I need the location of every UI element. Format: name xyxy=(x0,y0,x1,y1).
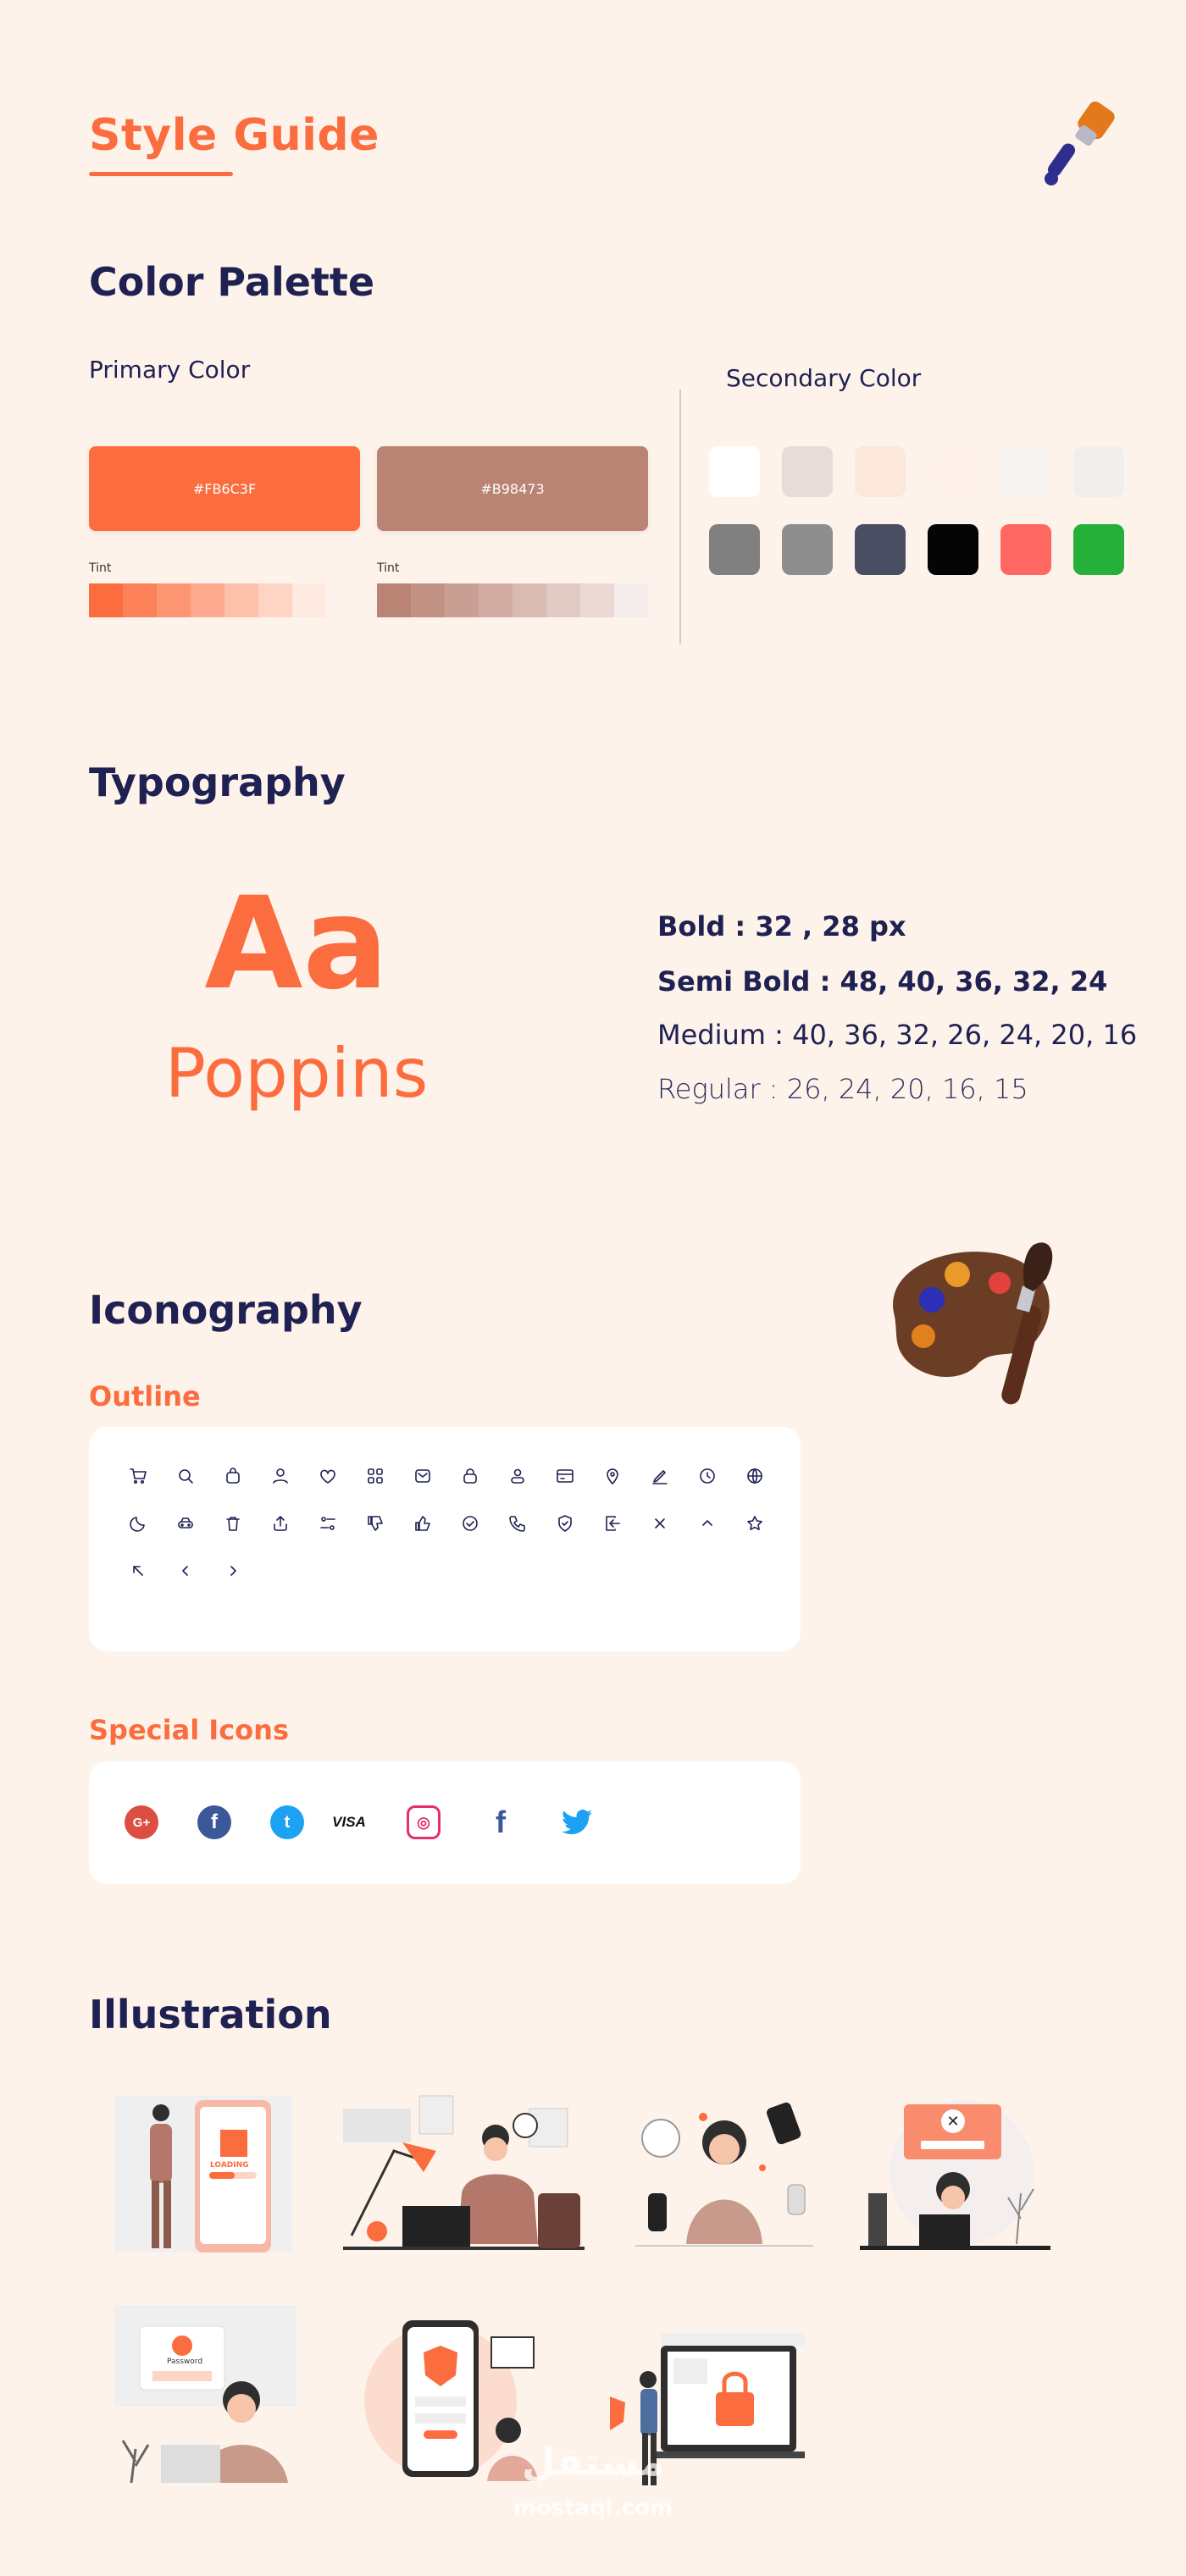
special-icons-heading: Special Icons xyxy=(89,1714,289,1746)
moon-icon[interactable] xyxy=(121,1506,155,1540)
primary-color-heading: Primary Color xyxy=(89,356,251,384)
trash-icon[interactable] xyxy=(216,1506,250,1540)
color-palette-heading: Color Palette xyxy=(89,259,375,305)
close-icon[interactable] xyxy=(643,1506,677,1540)
google-plus-icon[interactable]: G+ xyxy=(125,1805,158,1839)
cart-icon[interactable] xyxy=(121,1459,155,1493)
weight-medium: Medium : 40, 36, 32, 26, 24, 20, 16 xyxy=(657,1019,1138,1051)
watermark-arabic: مستقل xyxy=(521,2439,665,2485)
font-sample-aa: Aa xyxy=(204,871,389,1018)
paint-brush-icon xyxy=(1038,97,1131,191)
illustration-heading: Illustration xyxy=(89,1992,332,2037)
tint-step[interactable] xyxy=(580,583,614,617)
illustration-desk-worker xyxy=(343,2092,585,2257)
mail-icon[interactable] xyxy=(406,1459,440,1493)
secondary-swatch[interactable] xyxy=(709,446,760,497)
secondary-swatch[interactable] xyxy=(1000,446,1051,497)
illustration-smartwatch-woman xyxy=(635,2092,813,2257)
filter-icon[interactable] xyxy=(311,1506,345,1540)
primary-swatch-brown[interactable] xyxy=(377,446,648,531)
primary-swatch-hex: #FB6C3F xyxy=(192,480,257,497)
search-icon[interactable] xyxy=(169,1459,202,1493)
tint-step[interactable] xyxy=(224,583,258,617)
tint-step[interactable] xyxy=(411,583,445,617)
star-icon[interactable] xyxy=(738,1506,772,1540)
twitter-icon[interactable] xyxy=(560,1805,594,1839)
chevron-right-icon[interactable] xyxy=(216,1554,250,1588)
secondary-swatch[interactable] xyxy=(855,524,906,575)
tint-step[interactable] xyxy=(326,583,360,617)
illustration-password-man xyxy=(114,2305,296,2487)
twitter-round-icon[interactable]: t xyxy=(270,1805,304,1839)
svg-text:✕: ✕ xyxy=(946,2113,960,2131)
bag-icon[interactable] xyxy=(216,1459,250,1493)
secondary-swatch[interactable] xyxy=(855,446,906,497)
tint-step[interactable] xyxy=(614,583,648,617)
like-icon[interactable] xyxy=(406,1506,440,1540)
secondary-swatch[interactable] xyxy=(1073,446,1124,497)
outline-icons-card xyxy=(89,1427,801,1651)
chevron-left-icon[interactable] xyxy=(169,1554,202,1588)
tint-step[interactable] xyxy=(157,583,191,617)
tint-step[interactable] xyxy=(89,583,123,617)
tint-step[interactable] xyxy=(123,583,157,617)
secondary-swatch[interactable] xyxy=(782,524,833,575)
tint-step[interactable] xyxy=(546,583,580,617)
dislike-icon[interactable] xyxy=(358,1506,392,1540)
secondary-swatch[interactable] xyxy=(928,524,978,575)
secondary-swatch[interactable] xyxy=(928,446,978,497)
instagram-icon[interactable]: ◎ xyxy=(407,1805,441,1839)
palette-divider xyxy=(679,390,681,644)
shield-check-icon[interactable] xyxy=(548,1506,582,1540)
user-icon[interactable] xyxy=(263,1459,297,1493)
grid-icon[interactable] xyxy=(358,1459,392,1493)
tint-label: Tint xyxy=(89,561,112,575)
visa-icon[interactable]: VISA xyxy=(332,1814,366,1830)
tint-strip-orange xyxy=(89,583,360,617)
secondary-swatch[interactable] xyxy=(1000,524,1051,575)
edit-icon[interactable] xyxy=(643,1459,677,1493)
tint-step[interactable] xyxy=(479,583,513,617)
outline-heading: Outline xyxy=(89,1380,201,1412)
iconography-heading: Iconography xyxy=(89,1287,363,1333)
globe-icon[interactable] xyxy=(738,1459,772,1493)
illustration-caption: LOADING xyxy=(210,2161,249,2170)
secondary-swatch[interactable] xyxy=(782,446,833,497)
arrow-up-left-icon[interactable] xyxy=(121,1554,155,1588)
profile-icon[interactable] xyxy=(501,1459,535,1493)
tint-step[interactable] xyxy=(292,583,326,617)
weight-regular: Regular : 26, 24, 20, 16, 15 xyxy=(657,1073,1028,1105)
font-name: Poppins xyxy=(164,1034,429,1113)
logout-icon[interactable] xyxy=(596,1506,629,1540)
primary-swatch-orange[interactable] xyxy=(89,446,360,531)
page-title: Style Guide xyxy=(89,110,380,161)
facebook-round-icon[interactable]: f xyxy=(197,1805,231,1839)
phone-icon[interactable] xyxy=(501,1506,535,1540)
illustration-caption: Password xyxy=(167,2358,203,2366)
weight-bold: Bold : 32 , 28 px xyxy=(657,910,906,943)
secondary-swatches-row1 xyxy=(709,446,1124,497)
check-circle-icon[interactable] xyxy=(453,1506,487,1540)
tint-step[interactable] xyxy=(513,583,546,617)
tint-step[interactable] xyxy=(377,583,411,617)
title-underline xyxy=(89,172,233,176)
illustration-error-laptop xyxy=(860,2092,1050,2261)
chevron-up-icon[interactable] xyxy=(690,1506,724,1540)
special-icons-card xyxy=(89,1761,801,1884)
secondary-swatch[interactable] xyxy=(1073,524,1124,575)
location-icon[interactable] xyxy=(596,1459,629,1493)
card-icon[interactable] xyxy=(548,1459,582,1493)
watermark-latin: mostaql.com xyxy=(513,2496,673,2521)
facebook-icon[interactable]: f xyxy=(496,1805,506,1839)
tint-label: Tint xyxy=(377,561,400,575)
paint-palette-icon xyxy=(868,1228,1097,1423)
tint-strip-brown xyxy=(377,583,648,617)
tint-step[interactable] xyxy=(258,583,292,617)
tint-step[interactable] xyxy=(445,583,479,617)
car-icon[interactable] xyxy=(169,1506,202,1540)
lock-bag-icon[interactable] xyxy=(453,1459,487,1493)
secondary-color-heading: Secondary Color xyxy=(726,364,922,392)
tint-step[interactable] xyxy=(191,583,224,617)
heart-icon[interactable] xyxy=(311,1459,345,1493)
secondary-swatch[interactable] xyxy=(709,524,760,575)
share-icon[interactable] xyxy=(263,1506,297,1540)
illustration-loading-phone xyxy=(114,2092,292,2257)
primary-swatch-hex: #B98473 xyxy=(480,480,545,497)
clock-icon[interactable] xyxy=(690,1459,724,1493)
typography-heading: Typography xyxy=(89,760,346,805)
secondary-swatches-row2 xyxy=(709,524,1124,575)
weight-semibold: Semi Bold : 48, 40, 36, 32, 24 xyxy=(657,965,1108,998)
